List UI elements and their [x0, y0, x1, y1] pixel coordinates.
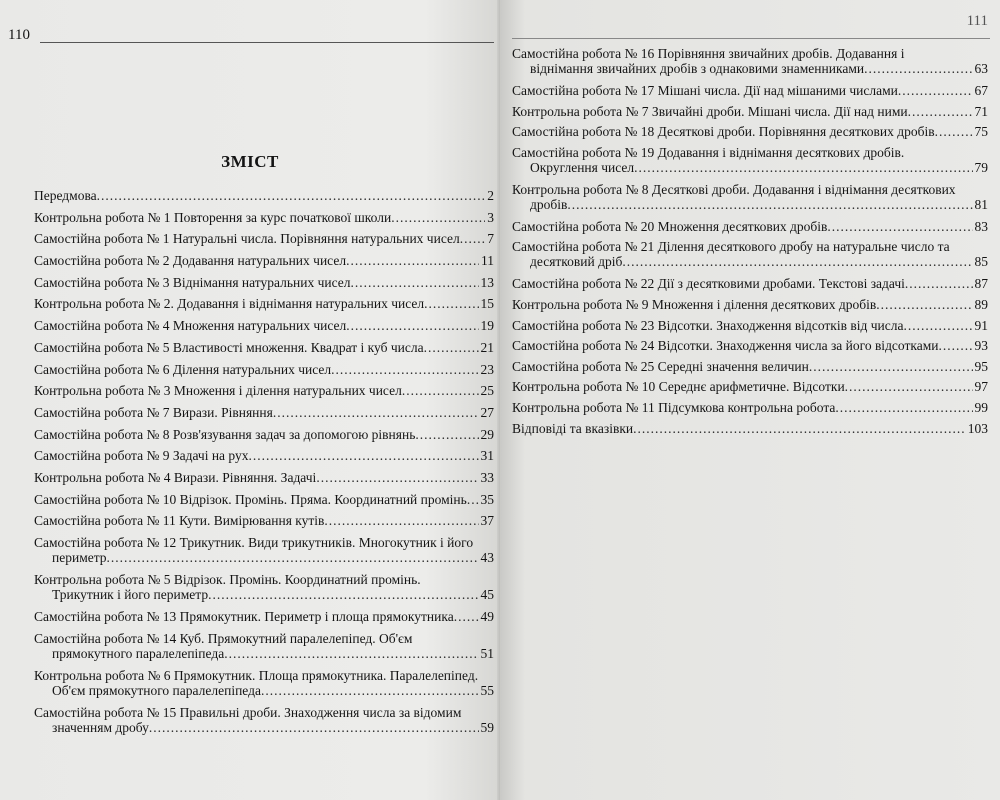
toc-entry-line — [512, 160, 988, 175]
toc-page-number: 63 — [974, 61, 988, 76]
toc-entry-title: Самостійна робота № 12 Трикутник. Види трикутників. Многокутник і його — [34, 535, 474, 550]
toc-page-number: 67 — [974, 83, 988, 98]
toc-entry-title: прямокутного паралелепіпеда — [52, 645, 225, 661]
toc-entry-line — [34, 427, 494, 442]
toc-page-number: 37 — [480, 513, 494, 529]
dot-leader — [331, 362, 478, 377]
toc-entry-title: значенням дробу — [52, 719, 149, 735]
toc-entry-title: Відповіді та вказівки — [512, 420, 634, 436]
toc-entry — [34, 296, 494, 318]
toc-entry-title: Самостійна робота № 24 Відсотки. Знаходження числа за його відсотками — [512, 338, 939, 354]
toc-entry — [512, 104, 988, 125]
toc-entry-line — [512, 338, 988, 353]
toc-page-number: 91 — [974, 317, 988, 333]
toc-entry-line — [34, 720, 494, 735]
header-rule — [40, 42, 494, 43]
toc-entry-line — [34, 231, 494, 246]
toc-page-number: 29 — [480, 426, 494, 442]
toc-entry — [512, 379, 988, 400]
toc-entry-line — [34, 253, 494, 268]
dot-leader — [460, 231, 486, 246]
toc-entry-title: Самостійна робота № 16 Порівняння звичайних дробів. Додавання і — [512, 46, 905, 61]
toc-entry-line — [34, 405, 494, 420]
toc-entry-title: Передмова — [34, 188, 97, 203]
toc-page-number: 35 — [480, 491, 494, 507]
toc-entry-line — [34, 188, 494, 203]
toc-entry-line — [512, 219, 988, 234]
toc-page-number: 33 — [480, 469, 494, 485]
toc-page-number: 85 — [974, 254, 988, 270]
toc-entry-line — [512, 46, 988, 61]
toc-entry — [34, 362, 494, 384]
dot-leader — [273, 405, 479, 420]
toc-entry-title: Контрольна робота № 4 Вирази. Рівняння. Задачі — [34, 469, 317, 485]
toc-entry-title: Самостійна робота № 18 Десяткові дроби. Порівняння десяткових дробів — [512, 124, 935, 140]
dot-leader — [324, 513, 478, 528]
toc-entry-line — [512, 276, 988, 291]
toc-entry-title: Контрольна робота № 1 Повторення за курс початкової школи — [34, 209, 392, 225]
toc-entry-title: Контрольна робота № 5 Відрізок. Промінь. Координатний промінь. — [34, 572, 421, 587]
toc-entry-line — [512, 400, 988, 415]
dot-leader — [350, 275, 478, 290]
dot-leader — [97, 188, 486, 203]
dot-leader — [864, 61, 972, 76]
dot-leader — [903, 318, 972, 333]
dot-leader — [107, 550, 479, 565]
toc-entry — [512, 124, 988, 145]
toc-page-number: 31 — [480, 448, 494, 464]
toc-entry — [34, 705, 494, 742]
toc-entry — [512, 83, 988, 104]
toc-entry-title: Самостійна робота № 5 Властивості множення. Квадрат і куб числа — [34, 339, 424, 355]
toc-entry — [34, 609, 494, 631]
toc-entry-line — [512, 297, 988, 312]
toc-page-number: 43 — [480, 550, 494, 565]
toc-page-number: 49 — [480, 609, 494, 624]
toc-page-number: 99 — [974, 399, 988, 415]
toc-page-number: 51 — [480, 645, 494, 661]
toc-entry — [34, 383, 494, 405]
toc-entry — [34, 668, 494, 705]
toc-entry-line — [34, 668, 494, 683]
dot-leader — [415, 427, 478, 442]
toc-entry-line — [512, 318, 988, 333]
toc-entry-title: Самостійна робота № 13 Прямокутник. Периметр і площа прямокутника — [34, 609, 454, 624]
dot-leader — [835, 400, 972, 415]
dot-leader — [224, 646, 478, 661]
toc-entry — [512, 318, 988, 339]
toc-entry-line — [512, 359, 988, 374]
toc-entry-line — [34, 513, 494, 528]
toc-entry-line — [512, 124, 988, 139]
toc-entry — [512, 182, 988, 219]
toc-entry — [34, 210, 494, 232]
toc-page-number: 19 — [480, 318, 494, 334]
dot-leader — [905, 276, 973, 291]
toc-page-number: 11 — [481, 253, 494, 269]
dot-leader — [346, 253, 479, 268]
toc-entry-line — [34, 470, 494, 485]
dot-leader — [424, 296, 478, 311]
toc-page-number: 93 — [974, 338, 988, 354]
dot-leader — [634, 160, 972, 175]
toc-entry-title: віднімання звичайних дробів з однаковими знаменниками — [530, 61, 865, 76]
dot-leader — [939, 338, 973, 353]
toc-page-number: 95 — [974, 358, 988, 374]
toc-entry-line — [34, 550, 494, 565]
dot-leader — [633, 421, 966, 436]
toc-entry-title: Контрольна робота № 2. Додавання і віднімання натуральних чисел — [34, 296, 425, 312]
toc-entry-title: Самостійна робота № 11 Кути. Вимірювання кутів — [34, 513, 325, 529]
toc-entry-title: Контрольна робота № 3 Множення і ділення натуральних чисел — [34, 383, 402, 399]
toc-entry-line — [34, 448, 494, 463]
page-number-left: 110 — [8, 27, 30, 43]
toc-entry — [34, 572, 494, 609]
toc-entry — [34, 535, 494, 572]
toc-entry-title: Трикутник і його периметр — [52, 587, 209, 602]
toc-entry-title: Самостійна робота № 3 Віднімання натуральних чисел — [34, 274, 351, 290]
dot-leader — [149, 720, 479, 735]
toc-entry — [512, 276, 988, 297]
dot-leader — [567, 197, 972, 212]
toc-entry-line — [512, 239, 988, 254]
toc-entry — [34, 318, 494, 340]
toc-entry — [512, 145, 988, 182]
toc-entry-title: Самостійна робота № 17 Мішані числа. Дії над мішаними числами — [512, 83, 898, 98]
dot-leader — [208, 587, 478, 602]
dot-leader — [935, 124, 973, 139]
toc-entry — [512, 421, 988, 442]
toc-entry-title: Контрольна робота № 11 Підсумкова контрольна робота — [512, 399, 836, 415]
toc-entry-title: Контрольна робота № 10 Середнє арифметичне. Відсотки — [512, 379, 845, 395]
toc-entry-title: Самостійна робота № 15 Правильні дроби. Знаходження числа за відомим — [34, 704, 462, 720]
toc-entry-line — [34, 340, 494, 355]
toc-page-number: 2 — [487, 188, 494, 203]
toc-entry — [34, 427, 494, 449]
toc-entry — [512, 359, 988, 380]
dot-leader — [249, 448, 479, 463]
dot-leader — [316, 470, 478, 485]
dot-leader — [809, 359, 973, 374]
toc-entry-line — [34, 362, 494, 377]
toc-entry — [34, 253, 494, 275]
toc-entry — [34, 188, 494, 210]
toc-entry — [512, 46, 988, 83]
toc-entry-line — [512, 197, 988, 212]
toc-entry-line — [34, 296, 494, 311]
toc-entry — [512, 219, 988, 240]
toc-entry-title: Контрольна робота № 6 Прямокутник. Площа прямокутника. Паралелепіпед. — [34, 667, 479, 683]
toc-entry-title: Самостійна робота № 9 Задачі на рух — [34, 448, 249, 464]
toc-entry — [34, 340, 494, 362]
toc-entry-title: десятковий дріб — [530, 254, 623, 270]
toc-entry-title: Округлення чисел — [530, 159, 635, 175]
toc-entry-line — [34, 631, 494, 646]
toc-page-number: 25 — [480, 383, 494, 399]
dot-leader — [424, 340, 479, 355]
toc-entry-line — [34, 535, 494, 550]
toc-entry-line — [34, 705, 494, 720]
toc-page-number: 45 — [480, 587, 494, 602]
dot-leader — [876, 297, 972, 312]
toc-entry-line — [34, 318, 494, 333]
table-of-contents-right — [512, 46, 988, 441]
toc-entry-title: Самостійна робота № 14 Куб. Прямокутний паралелепіпед. Об'єм — [34, 630, 413, 646]
page-number-right: 111 — [966, 13, 988, 29]
toc-entry-title: Контрольна робота № 9 Множення і ділення десяткових дробів — [512, 296, 877, 312]
page-title: ЗМІСТ — [221, 152, 279, 171]
toc-page-number: 59 — [480, 719, 494, 735]
toc-entry-title: Контрольна робота № 8 Десяткові дроби. Додавання і віднімання десяткових — [512, 181, 956, 197]
header-rule — [512, 38, 990, 39]
toc-entry-line — [34, 587, 494, 602]
toc-entry — [34, 231, 494, 253]
toc-entry-title: периметр — [52, 550, 107, 565]
toc-entry-title: Самостійна робота № 21 Ділення десяткового дробу на натуральне число та — [512, 239, 950, 255]
toc-page-number: 75 — [974, 124, 988, 140]
toc-entry-line — [512, 254, 988, 269]
toc-entry — [34, 405, 494, 427]
toc-page-number: 87 — [974, 276, 988, 292]
toc-entry-line — [34, 646, 494, 661]
toc-page-number: 79 — [974, 159, 988, 175]
toc-page-number: 3 — [487, 209, 494, 225]
toc-entry — [34, 513, 494, 535]
toc-entry-title: Самостійна робота № 7 Вирази. Рівняння — [34, 404, 273, 420]
toc-entry — [34, 275, 494, 297]
toc-entry-line — [34, 572, 494, 587]
dot-leader — [908, 104, 973, 119]
toc-page-number: 15 — [480, 296, 494, 312]
toc-entry — [34, 631, 494, 668]
dot-leader — [391, 210, 485, 225]
toc-entry-title: Самостійна робота № 4 Множення натуральних чисел — [34, 318, 347, 334]
toc-entry-title: Самостійна робота № 25 Середні значення величин — [512, 358, 809, 374]
dot-leader — [827, 219, 972, 234]
toc-entry-line — [512, 61, 988, 76]
dot-leader — [261, 683, 479, 698]
dot-leader — [346, 318, 478, 333]
toc-entry-line — [512, 379, 988, 394]
dot-leader — [898, 83, 973, 98]
toc-page-number: 23 — [480, 361, 494, 377]
toc-entry-title: Самостійна робота № 20 Множення десяткових дробів — [512, 218, 828, 234]
right-page — [500, 0, 1000, 800]
toc-entry — [512, 239, 988, 276]
toc-entry-line — [34, 609, 494, 624]
toc-entry-line — [512, 104, 988, 119]
toc-entry — [512, 338, 988, 359]
toc-page-number: 7 — [487, 231, 494, 247]
toc-entry-line — [512, 83, 988, 98]
dot-leader — [845, 379, 973, 394]
toc-page-number: 97 — [974, 379, 988, 395]
toc-entry-title: Об'єм прямокутного паралелепіпеда — [52, 682, 261, 698]
toc-page-number: 89 — [974, 296, 988, 312]
toc-entry-line — [512, 421, 988, 436]
toc-entry-line — [512, 145, 988, 160]
toc-entry-line — [34, 275, 494, 290]
toc-entry — [34, 470, 494, 492]
dot-leader — [467, 492, 479, 507]
toc-entry-title: Самостійна робота № 10 Відрізок. Промінь. Пряма. Координатний промінь — [34, 491, 467, 507]
dot-leader — [454, 609, 479, 624]
toc-page-number: 71 — [974, 103, 988, 119]
toc-entry-line — [34, 683, 494, 698]
dot-leader — [402, 383, 479, 398]
toc-entry-line — [512, 182, 988, 197]
toc-page-number: 103 — [967, 420, 988, 436]
toc-entry-title: Самостійна робота № 19 Додавання і віднімання десяткових дробів. — [512, 144, 905, 160]
toc-entry-line — [34, 210, 494, 225]
toc-entry — [34, 492, 494, 514]
dot-leader — [622, 254, 972, 269]
toc-entry-title: Самостійна робота № 22 Дії з десятковими дробами. Текстові задачі — [512, 276, 905, 292]
toc-entry — [512, 400, 988, 421]
toc-page-number: 83 — [974, 218, 988, 234]
toc-page-number: 27 — [480, 404, 494, 420]
toc-entry-title: Самостійна робота № 23 Відсотки. Знаходження відсотків від числа — [512, 317, 904, 333]
toc-entry-title: дробів — [530, 196, 568, 212]
toc-entry-title: Контрольна робота № 7 Звичайні дроби. Мішані числа. Дії над ними — [512, 103, 908, 119]
toc-entry-title: Самостійна робота № 1 Натуральні числа. Порівняння натуральних чисел — [34, 231, 460, 247]
toc-entry — [34, 448, 494, 470]
toc-entry-line — [34, 492, 494, 507]
toc-entry — [512, 297, 988, 318]
table-of-contents-left — [34, 188, 494, 742]
toc-page-number: 13 — [480, 274, 494, 290]
toc-page-number: 81 — [974, 196, 988, 212]
toc-entry-title: Самостійна робота № 2 Додавання натуральних чисел — [34, 253, 347, 269]
toc-page-number: 21 — [480, 339, 494, 355]
toc-entry-line — [34, 383, 494, 398]
toc-entry-title: Самостійна робота № 8 Розв'язування задач за допомогою рівнянь — [34, 426, 416, 442]
toc-entry-title: Самостійна робота № 6 Ділення натуральних чисел — [34, 361, 332, 377]
toc-page-number: 55 — [480, 682, 494, 698]
